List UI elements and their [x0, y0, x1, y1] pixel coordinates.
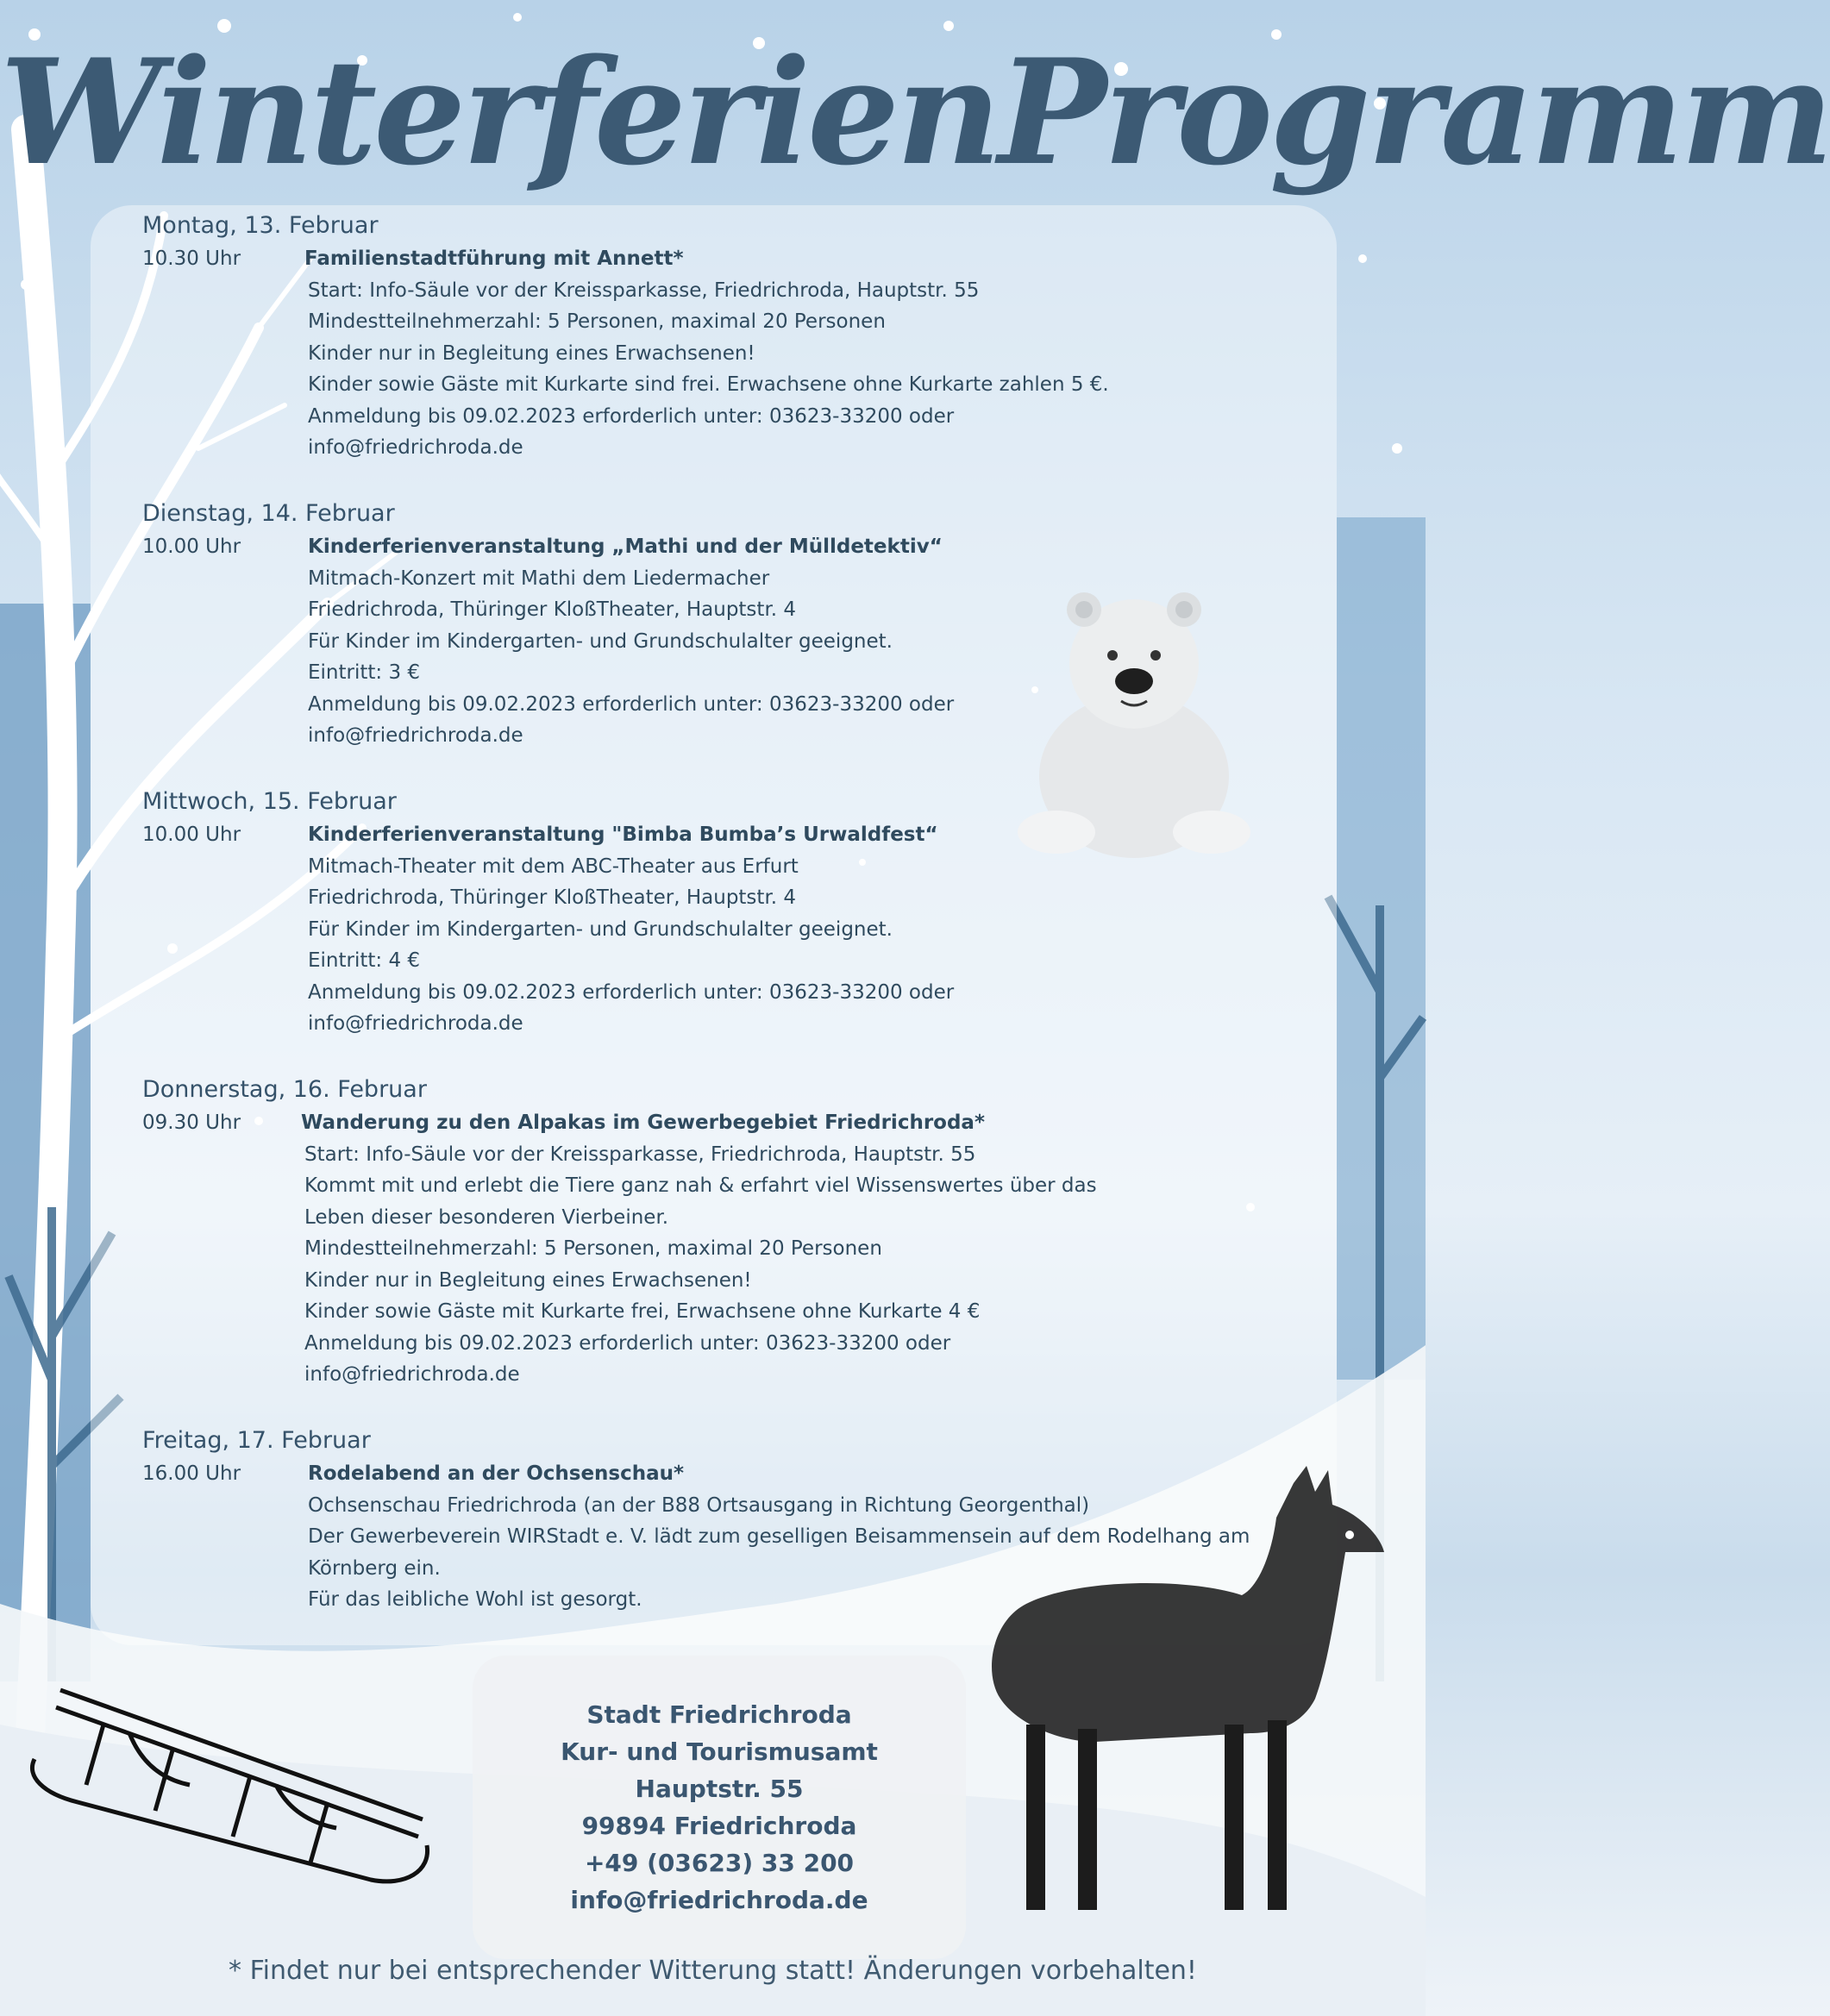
- event-title: Kinderferienveranstaltung "Bimba Bumba’s Urwaldfest“: [308, 823, 938, 846]
- day-heading: Donnerstag, 16. Februar: [142, 1076, 427, 1103]
- event-title: Rodelabend an der Ochsenschau*: [308, 1462, 685, 1485]
- event-detail: Anmeldung bis 09.02.2023 erforderlich unter: 03623-33200 oder: [308, 980, 955, 1004]
- event-detail: info@friedrichroda.de: [304, 1363, 520, 1386]
- contact-street: Hauptstr. 55: [635, 1775, 804, 1803]
- event-detail: Für das leibliche Wohl ist gesorgt.: [308, 1588, 642, 1611]
- event-detail: Anmeldung bis 09.02.2023 erforderlich unter: 03623-33200 oder: [304, 1331, 951, 1355]
- contact-organization: Stadt Friedrichroda: [586, 1700, 852, 1729]
- event-time: 10.00 Uhr: [142, 823, 241, 846]
- event-detail: Start: Info-Säule vor der Kreissparkasse, Friedrichroda, Hauptstr. 55: [304, 1143, 976, 1166]
- day-heading: Freitag, 17. Februar: [142, 1427, 371, 1454]
- day-heading: Mittwoch, 15. Februar: [142, 788, 397, 815]
- day-block: [142, 1425, 1250, 1616]
- event-detail: info@friedrichroda.de: [308, 724, 523, 747]
- day-block: [142, 210, 1109, 464]
- event-detail: Kinder nur in Begleitung eines Erwachsenen!: [308, 341, 755, 365]
- event-detail: Mindestteilnehmerzahl: 5 Personen, maximal 20 Personen: [308, 310, 886, 333]
- event-detail: Kommt mit und erlebt die Tiere ganz nah & erfahrt viel Wissenswertes über das: [304, 1174, 1097, 1197]
- event-time: 10.00 Uhr: [142, 535, 241, 558]
- event-detail: Anmeldung bis 09.02.2023 erforderlich unter: 03623-33200 oder: [308, 404, 955, 428]
- event-detail: Start: Info-Säule vor der Kreissparkasse, Friedrichroda, Hauptstr. 55: [308, 279, 980, 302]
- event-title: Kinderferienveranstaltung „Mathi und der Mülldetektiv“: [308, 535, 943, 558]
- day-heading: Dienstag, 14. Februar: [142, 500, 395, 527]
- event-detail: Ochsenschau Friedrichroda (an der B88 Ortsausgang in Richtung Georgenthal): [308, 1493, 1090, 1517]
- page-title: WinterferienProgramm: [0, 27, 1830, 197]
- event-time: 16.00 Uhr: [142, 1462, 241, 1485]
- event-detail: Der Gewerbeverein WIRStadt e. V. lädt zum geselligen Beisammensein auf dem Rodelhang am: [308, 1525, 1250, 1548]
- day-block: [142, 1074, 1097, 1391]
- polar-bear-icon: [1009, 582, 1259, 862]
- event-detail: Für Kinder im Kindergarten- und Grundschulalter geeignet.: [308, 629, 893, 653]
- day-block: [142, 498, 954, 752]
- event-detail: Eintritt: 4 €: [308, 949, 421, 972]
- event-detail: Mitmach-Theater mit dem ABC-Theater aus Erfurt: [308, 855, 799, 878]
- event-detail: Mindestteilnehmerzahl: 5 Personen, maximal 20 Personen: [304, 1237, 882, 1260]
- event-detail: info@friedrichroda.de: [308, 1012, 523, 1035]
- event-detail: Für Kinder im Kindergarten- und Grundschulalter geeignet.: [308, 917, 893, 941]
- event-detail: Leben dieser besonderen Vierbeiner.: [304, 1205, 669, 1229]
- contact-email: info@friedrichroda.de: [570, 1886, 868, 1914]
- event-detail: Friedrichroda, Thüringer KloßTheater, Hauptstr. 4: [308, 598, 797, 621]
- day-block: [142, 786, 954, 1040]
- event-detail: Körnberg ein.: [308, 1556, 441, 1580]
- event-title: Wanderung zu den Alpakas im Gewerbegebiet Friedrichroda*: [301, 1111, 985, 1134]
- footnote: * Findet nur bei entsprechender Witterung statt! Änderungen vorbehalten!: [229, 1956, 1197, 1986]
- event-detail: Eintritt: 3 €: [308, 661, 421, 684]
- contact-city: 99894 Friedrichroda: [581, 1812, 857, 1840]
- contact-department: Kur- und Tourismusamt: [561, 1737, 878, 1766]
- day-heading: Montag, 13. Februar: [142, 212, 379, 239]
- event-detail: Kinder nur in Begleitung eines Erwachsenen!: [304, 1268, 752, 1292]
- event-detail: Friedrichroda, Thüringer KloßTheater, Hauptstr. 4: [308, 886, 797, 909]
- event-detail: Kinder sowie Gäste mit Kurkarte sind frei. Erwachsene ohne Kurkarte zahlen 5 €.: [308, 373, 1109, 396]
- event-time: 10.30 Uhr: [142, 247, 241, 270]
- event-detail: info@friedrichroda.de: [308, 436, 523, 459]
- event-time: 09.30 Uhr: [142, 1111, 241, 1134]
- event-detail: Kinder sowie Gäste mit Kurkarte frei, Erwachsene ohne Kurkarte 4 €: [304, 1300, 981, 1323]
- event-title: Familienstadtführung mit Annett*: [304, 247, 684, 270]
- event-detail: Anmeldung bis 09.02.2023 erforderlich unter: 03623-33200 oder: [308, 692, 955, 716]
- contact-phone: +49 (03623) 33 200: [584, 1849, 855, 1877]
- sled-icon: [26, 1673, 440, 1888]
- event-detail: Mitmach-Konzert mit Mathi dem Liedermacher: [308, 567, 770, 590]
- contact-box: [473, 1656, 966, 1959]
